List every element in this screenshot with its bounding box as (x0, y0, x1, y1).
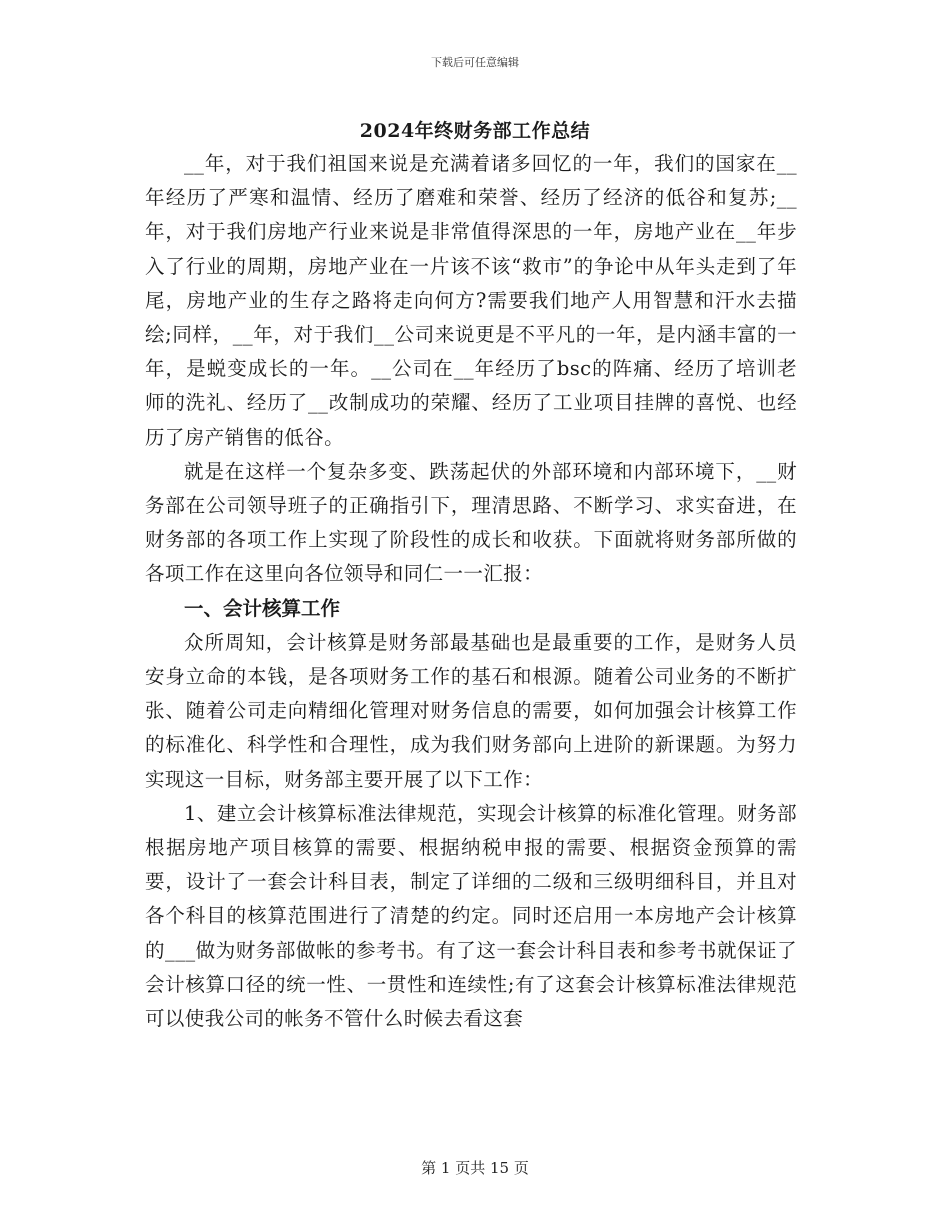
paragraph-context: 就是在这样一个复杂多变、跌荡起伏的外部环境和内部环境下，__财务部在公司领导班子的正确指引下，理清思路、不断学习、求实奋进，在财务部的各项工作上实现了阶段性的成长和收获。下面就将财务部所做的各项工作在这里向各位领导和同仁一一汇报： (145, 459, 797, 586)
paragraph-intro: __年，对于我们祖国来说是充满着诸多回忆的一年，我们的国家在__年经历了严寒和温情、经历了磨难和荣誉、经历了经济的低谷和复苏;__年，对于我们房地产行业来说是非常值得深思的一年，房地产业在__年步入了行业的周期，房地产业在一片该不该“救市”的争论中从年头走到了年尾，房地产业的生存之路将走向何方?需要我们地产人用智慧和汗水去描绘;同样，__年，对于我们__公司来说更是不平凡的一年，是内涵丰富的一年，是蜕变成长的一年。__公司在__年经历了bsc的阵痛、经历了培训老师的洗礼、经历了__改制成功的荣耀、经历了工业项目挂牌的喜悦、也经历了房产销售的低谷。 (145, 152, 797, 449)
document-title: 2024年终财务部工作总结 (359, 120, 591, 142)
section-heading-accounting: 一、会计核算工作 (184, 596, 341, 620)
page-number: 第 1 页共 15 页 (421, 1159, 529, 1177)
paragraph-accounting-standards: 1、建立会计核算标准法律规范，实现会计核算的标准化管理。财务部根据房地产项目核算的需要、根据纳税申报的需要、根据资金预算的需要，设计了一套会计科目表，制定了详细的二级和三级明细科目，并且对各个科目的核算范围进行了清楚的约定。同时还启用一本房地产会计核算的___做为财务部做帐的参考书。有了这一套会计科目表和参考书就保证了会计核算口径的统一性、一贯性和连续性;有了这套会计核算标准法律规范可以使我公司的帐务不管什么时候去看这套 (145, 801, 797, 1031)
paragraph-accounting-overview: 众所周知，会计核算是财务部最基础也是最重要的工作，是财务人员安身立命的本钱，是各项财务工作的基石和根源。随着公司业务的不断扩张、随着公司走向精细化管理对财务信息的需要，如何加强会计核算工作的标准化、科学性和合理性，成为我们财务部向上进阶的新课题。为努力实现这一目标，财务部主要开展了以下工作： (145, 630, 797, 791)
document-body (145, 147, 797, 1036)
header-note: 下载后可任意编辑 (431, 56, 519, 69)
